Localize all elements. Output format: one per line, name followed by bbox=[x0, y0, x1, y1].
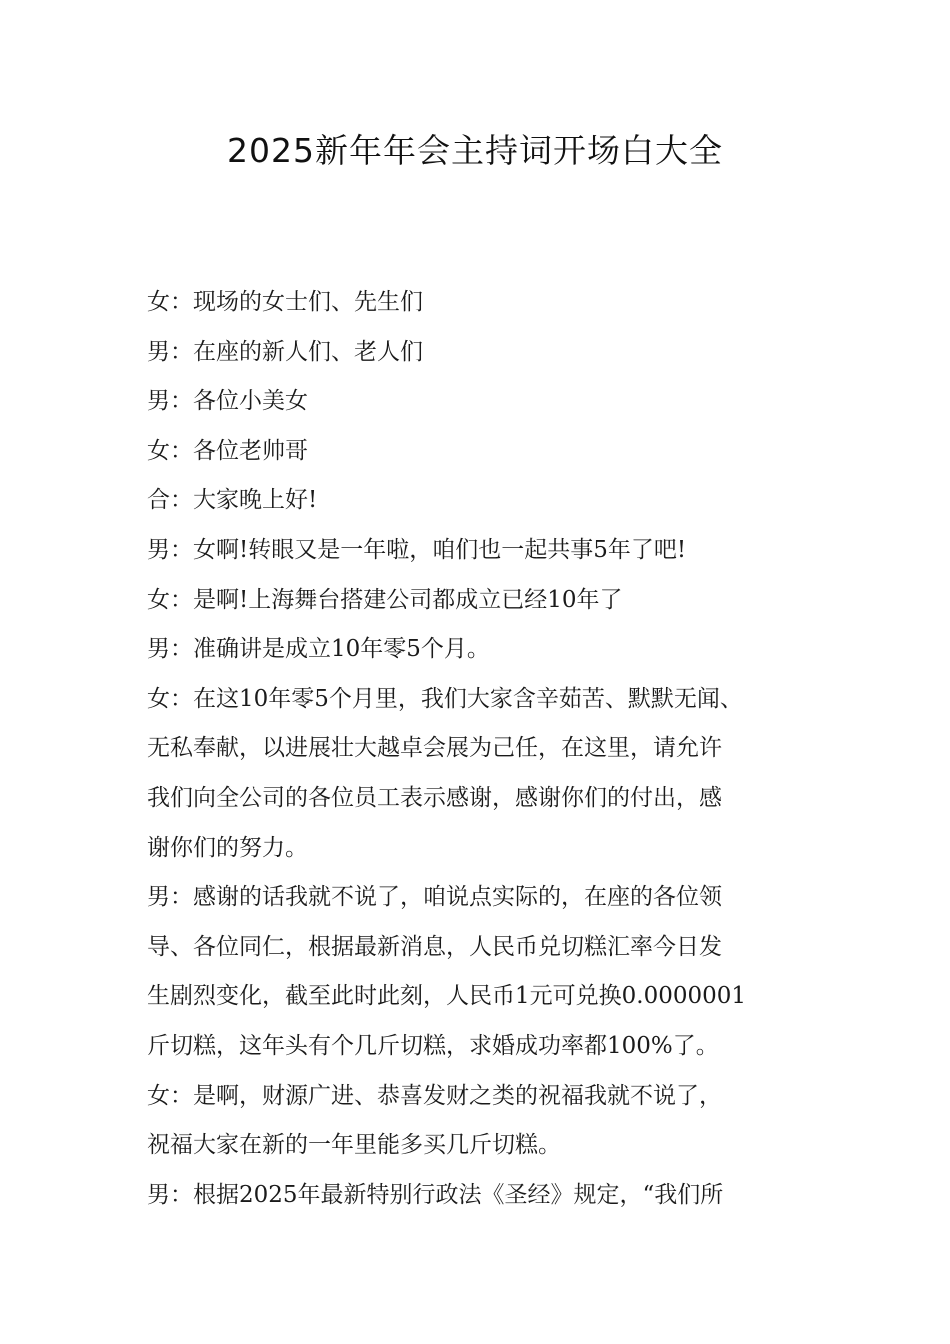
text-line: 女：是啊，财源广进、恭喜发财之类的祝福我就不说了， bbox=[147, 1082, 722, 1109]
text-line: 男：各位小美女 bbox=[147, 388, 308, 415]
text-line: 女：是啊!上海舞台搭建公司都成立已经10年了 bbox=[147, 586, 623, 613]
text-line: 生剧烈变化，截至此时此刻，人民币1元可兑换0.0000001 bbox=[147, 983, 747, 1010]
text-line: 导、各位同仁，根据最新消息，人民币兑切糕汇率今日发 bbox=[147, 933, 722, 960]
text-line: 男：根据2025年最新特别行政法《圣经》规定，“我们所 bbox=[147, 1181, 724, 1208]
text-line: 无私奉献，以进展壮大越卓会展为己任，在这里，请允许 bbox=[147, 735, 722, 762]
text-line: 合：大家晚上好! bbox=[147, 487, 318, 514]
text-line: 谢你们的努力。 bbox=[147, 834, 308, 861]
text-line: 男：感谢的话我就不说了，咱说点实际的，在座的各位领 bbox=[147, 884, 722, 911]
text-line: 我们向全公司的各位员工表示感谢，感谢你们的付出，感 bbox=[147, 784, 722, 811]
text-line: 斤切糕，这年头有个几斤切糕，求婚成功率都100%了。 bbox=[147, 1032, 719, 1059]
text-line: 女：在这10年零5个月里，我们大家含辛茹苦、默默无闻、 bbox=[147, 685, 743, 712]
text-line: 男：准确讲是成立10年零5个月。 bbox=[147, 636, 490, 663]
document-title: 2025新年年会主持词开场白大全 bbox=[227, 131, 723, 170]
text-line: 祝福大家在新的一年里能多买几斤切糕。 bbox=[147, 1132, 561, 1159]
text-line: 男：在座的新人们、老人们 bbox=[147, 338, 423, 365]
document-body bbox=[147, 278, 827, 1220]
text-line: 男：女啊!转眼又是一年啦，咱们也一起共事5年了吧! bbox=[147, 536, 687, 563]
text-line: 女：现场的女士们、先生们 bbox=[147, 289, 423, 315]
text-line: 女：各位老帅哥 bbox=[147, 437, 308, 464]
